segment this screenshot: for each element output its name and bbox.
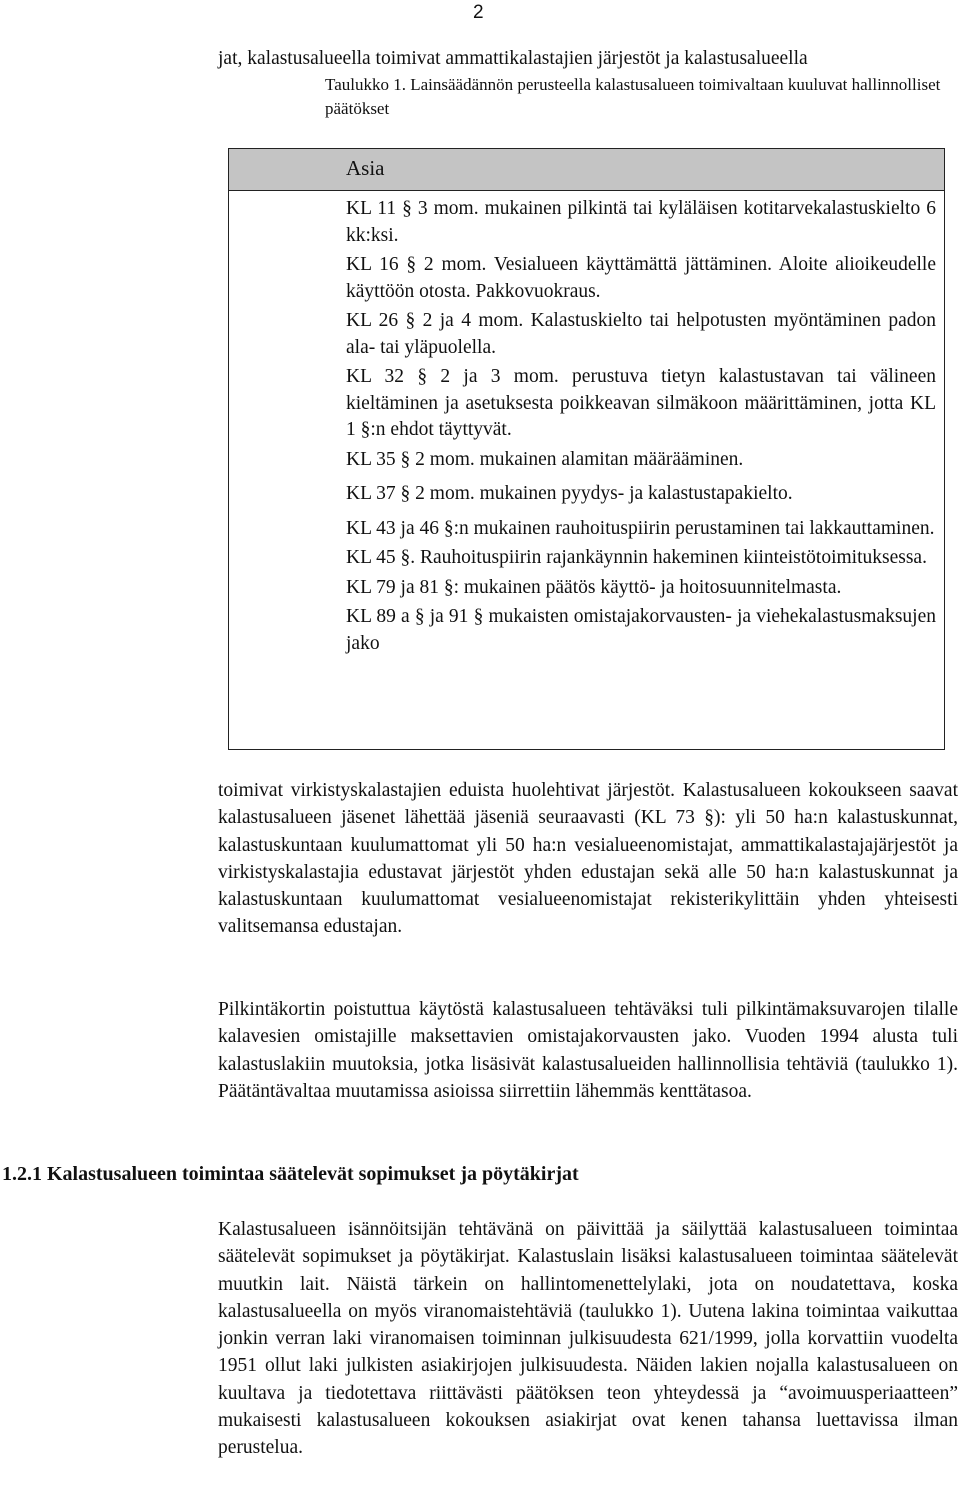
table-header-cell: Asia [229,149,944,191]
paragraph-members: toimivat virkistyskalastajien eduista huolehtivat järjestöt. Kalastusalueen kokoukseen saavat kalastusalueen jäsenet lähettää jäseniä seuraavasti (KL 73 §): yli 50 ha:n kalastuskunnat, kalastuskuntaan kuulumattomat yli 50 ha:n vesialueenomistajat, ammattikalastajajärjestöt ja virkistyskalastajia edustavat järjestöt yhden edustajan sekä alle 50 ha:n kalastuskunnat ja kalastuskuntaan kuulumattomat vesialueenomistajat rekisterikylittäin yhden yhteisesti valitsemansa edustajan. [218,780,958,938]
paragraph-fishing-card: Pilkintäkortin poistuttua käytöstä kalastusalueen tehtäväksi tuli pilkintämaksuvarojen tilalle kalavesien omistajille maksettavien omistajakorvausten jako. Vuoden 1994 alusta tuli kalastuslakiin muutoksia, jotka lisäsivät kalastusalueiden hallinnollisia tehtäviä (taulukko 1). Päätäntävaltaa muutamissa asioissa siirrettiin lähemmäs kenttätasoa. [218,999,958,1102]
table-body-cell [229,191,944,657]
table-row: KL 26 § 2 ja 4 mom. Kalastuskielto tai helpotusten myöntäminen padon ala- tai yläpuolella. [346,310,936,358]
table-row: KL 45 §. Rauhoituspiirin rajankäynnin hakeminen kiinteistötoimituksessa. [346,547,927,568]
page-number: 2 [473,2,484,23]
continued-text-fragment: jat, kalastusalueella toimivat ammattikalastajien järjestöt ja kalastusalueella [218,48,808,69]
table-row: KL 35 § 2 mom. mukainen alamitan määrääminen. [346,448,744,470]
table-row: KL 89 a § ja 91 § mukaisten omistajakorvausten- ja viehekalastusmaksujen jako [346,606,936,654]
section-heading: 1.2.1 Kalastusalueen toimintaa säätelevät sopimukset ja pöytäkirjat [2,1163,579,1185]
table-row: KL 32 § 2 ja 3 mom. perustuva tietyn kalastustavan tai välineen kieltäminen ja asetuksesta poikkeavan silmäkoon määrittäminen, jotta KL 1 §:n ehdot täyttyvät. [346,366,936,440]
table-caption: Taulukko 1. Lainsäädännön perusteella kalastusalueen toimivaltaan kuuluvat hallinnolliset päätökset [325,75,941,118]
table-row: KL 16 § 2 mom. Vesialueen käyttämättä jättäminen. Aloite alioikeudelle käyttöön otosta. Pakkovuokraus. [346,254,936,302]
paragraph-agreements: Kalastusalueen isännöitsijän tehtävänä on päivittää ja säilyttää kalastusalueen toimintaa säätelevät sopimukset ja pöytäkirjat. Kalastuslain lisäksi kalastusalueen toimintaa säätelevät muutkin lait. Näistä tärkein on hallintomenettelylaki, jota on noudatettava, koska kalastusalueella on myös viranomaistehtäviä (taulukko 1). Uutena lakina toimintaa vaikuttaa jonkin verran laki viranomaisen toiminnan julkisuudesta 621/1999, jolla korvattiin vuodelta 1951 ollut laki julkisten asiakirjojen julkisuudesta. Näiden lakien nojalla kalastusalueen on kuultava ja tiedotettava riittävästi päätöksen teon yhteydessä ja “avoimuusperiaatteen” mukaisesti kalastusalueen kokouksen asiakirjat ovat kenen tahansa luettavissa ilman perustelua. [218,1219,958,1459]
table-row: KL 43 ja 46 §:n mukainen rauhoituspiirin perustaminen tai lakkauttaminen. [346,517,935,539]
table-row: KL 79 ja 81 §: mukainen päätös käyttö- ja hoitosuunnitelmasta. [346,576,842,598]
table-row: KL 37 § 2 mom. mukainen pyydys- ja kalastustapakielto. [346,483,793,504]
decisions-table [228,148,945,750]
table-row: KL 11 § 3 mom. mukainen pilkintä tai kyläläisen kotitarvekalastuskielto 6 kk:ksi. [346,198,936,246]
